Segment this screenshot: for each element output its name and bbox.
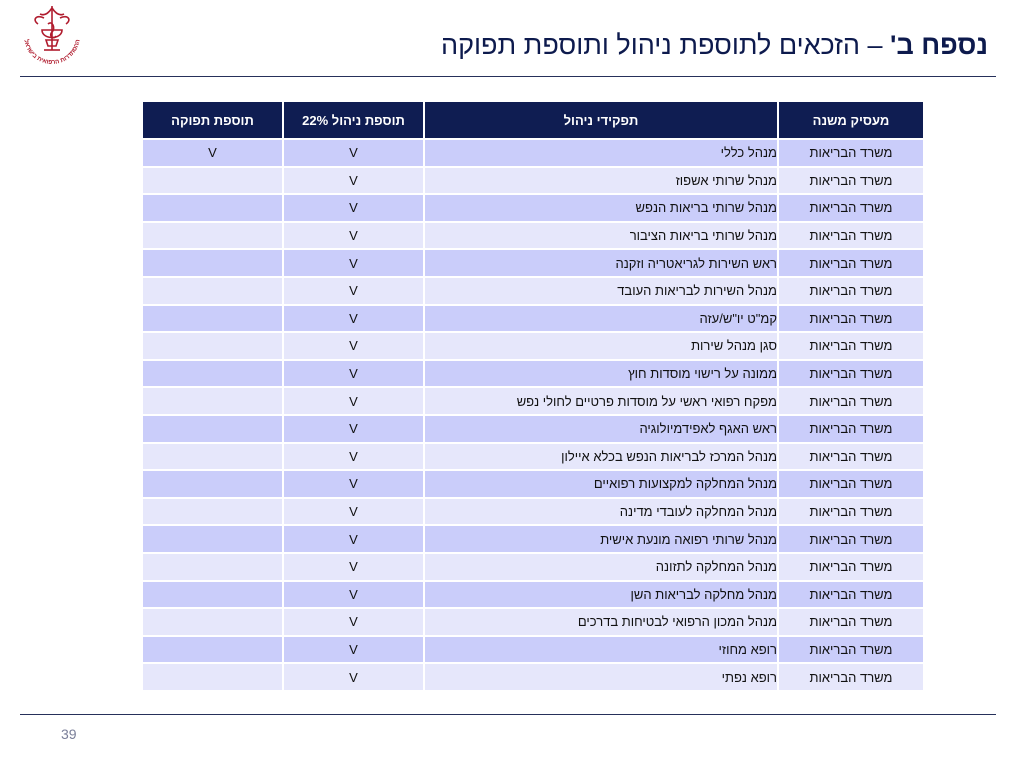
employer-cell: משרד הבריאות — [778, 663, 924, 691]
table-row — [142, 415, 924, 443]
employer-cell: משרד הבריאות — [778, 581, 924, 609]
organization-logo — [14, 0, 90, 76]
output-bonus-cell — [142, 305, 283, 333]
output-bonus-cell — [142, 470, 283, 498]
employer-cell: משרד הבריאות — [778, 525, 924, 553]
eligibility-table — [141, 102, 925, 692]
output-bonus-cell — [142, 332, 283, 360]
employer-cell: משרד הבריאות — [778, 249, 924, 277]
title-rest: – הזכאים לתוספת ניהול ותוספת תפוקה — [440, 30, 891, 60]
employer-cell: משרד הבריאות — [778, 139, 924, 167]
title-bold: נספח ב' — [890, 30, 988, 60]
management-bonus-cell: V — [283, 663, 424, 691]
management-bonus-cell: V — [283, 194, 424, 222]
management-bonus-cell: V — [283, 222, 424, 250]
table-row — [142, 663, 924, 691]
management-bonus-cell: V — [283, 277, 424, 305]
header-divider — [20, 76, 996, 77]
footer-divider — [20, 714, 996, 715]
table-row — [142, 332, 924, 360]
employer-cell: משרד הבריאות — [778, 277, 924, 305]
output-bonus-cell — [142, 387, 283, 415]
table-body — [142, 139, 924, 691]
table-row — [142, 387, 924, 415]
table-row — [142, 525, 924, 553]
table-row — [142, 277, 924, 305]
employer-cell: משרד הבריאות — [778, 553, 924, 581]
output-bonus-cell — [142, 636, 283, 664]
role-cell: מנהל המכון הרפואי לבטיחות בדרכים — [424, 608, 778, 636]
table-header-row — [142, 102, 924, 139]
management-bonus-cell: V — [283, 387, 424, 415]
table-row — [142, 553, 924, 581]
employer-cell: משרד הבריאות — [778, 608, 924, 636]
table-row — [142, 139, 924, 167]
role-cell: מנהל שרותי בריאות הציבור — [424, 222, 778, 250]
employer-cell: משרד הבריאות — [778, 387, 924, 415]
employer-cell: משרד הבריאות — [778, 194, 924, 222]
management-bonus-cell: V — [283, 636, 424, 664]
employer-cell: משרד הבריאות — [778, 332, 924, 360]
column-header-management-bonus: תוספת ניהול 22% — [283, 102, 424, 139]
table-row — [142, 167, 924, 195]
management-bonus-cell: V — [283, 139, 424, 167]
management-bonus-cell: V — [283, 360, 424, 388]
role-cell: מנהל המרכז לבריאות הנפש בכלא איילון — [424, 443, 778, 471]
role-cell: קמ"ט יו"ש/עזה — [424, 305, 778, 333]
logo-text: ההסתדרות הרפואית בישראל — [22, 38, 82, 67]
employer-cell: משרד הבריאות — [778, 636, 924, 664]
page-number: 39 — [61, 726, 77, 742]
management-bonus-cell: V — [283, 167, 424, 195]
role-cell: מפקח רפואי ראשי על מוסדות פרטיים לחולי נפש — [424, 387, 778, 415]
output-bonus-cell — [142, 525, 283, 553]
role-cell: מנהל השירות לבריאות העובד — [424, 277, 778, 305]
output-bonus-cell: V — [142, 139, 283, 167]
output-bonus-cell — [142, 360, 283, 388]
output-bonus-cell — [142, 498, 283, 526]
output-bonus-cell — [142, 663, 283, 691]
column-header-role: תפקידי ניהול — [424, 102, 778, 139]
management-bonus-cell: V — [283, 470, 424, 498]
role-cell: מנהל שרותי רפואה מונעת אישית — [424, 525, 778, 553]
output-bonus-cell — [142, 415, 283, 443]
table-row — [142, 581, 924, 609]
output-bonus-cell — [142, 277, 283, 305]
employer-cell: משרד הבריאות — [778, 443, 924, 471]
management-bonus-cell: V — [283, 415, 424, 443]
role-cell: מנהל המחלקה לעובדי מדינה — [424, 498, 778, 526]
output-bonus-cell — [142, 194, 283, 222]
output-bonus-cell — [142, 553, 283, 581]
role-cell: מנהל המחלקה למקצועות רפואיים — [424, 470, 778, 498]
management-bonus-cell: V — [283, 305, 424, 333]
output-bonus-cell — [142, 581, 283, 609]
table-row — [142, 222, 924, 250]
table-row — [142, 360, 924, 388]
management-bonus-cell: V — [283, 581, 424, 609]
output-bonus-cell — [142, 249, 283, 277]
employer-cell: משרד הבריאות — [778, 305, 924, 333]
role-cell: מנהל מחלקה לבריאות השן — [424, 581, 778, 609]
page-title — [441, 30, 988, 61]
table-row — [142, 498, 924, 526]
role-cell: רופא מחוזי — [424, 636, 778, 664]
employer-cell: משרד הבריאות — [778, 167, 924, 195]
table-row — [142, 249, 924, 277]
role-cell: ראש השירות לגריאטריה וזקנה — [424, 249, 778, 277]
employer-cell: משרד הבריאות — [778, 498, 924, 526]
table-row — [142, 636, 924, 664]
output-bonus-cell — [142, 443, 283, 471]
employer-cell: משרד הבריאות — [778, 470, 924, 498]
table-row — [142, 305, 924, 333]
role-cell: רופא נפתי — [424, 663, 778, 691]
employer-cell: משרד הבריאות — [778, 415, 924, 443]
management-bonus-cell: V — [283, 525, 424, 553]
management-bonus-cell: V — [283, 249, 424, 277]
role-cell: מנהל המחלקה לתזונה — [424, 553, 778, 581]
role-cell: מנהל כללי — [424, 139, 778, 167]
role-cell: סגן מנהל שירות — [424, 332, 778, 360]
column-header-output-bonus: תוספת תפוקה — [142, 102, 283, 139]
output-bonus-cell — [142, 222, 283, 250]
management-bonus-cell: V — [283, 443, 424, 471]
role-cell: מנהל שרותי אשפוז — [424, 167, 778, 195]
management-bonus-cell: V — [283, 332, 424, 360]
column-header-employer: מעסיק משנה — [778, 102, 924, 139]
table-row — [142, 470, 924, 498]
role-cell: ראש האגף לאפידמיולוגיה — [424, 415, 778, 443]
medical-emblem-icon — [14, 0, 90, 76]
role-cell: ממונה על רישוי מוסדות חוץ — [424, 360, 778, 388]
management-bonus-cell: V — [283, 553, 424, 581]
role-cell: מנהל שרותי בריאות הנפש — [424, 194, 778, 222]
management-bonus-cell: V — [283, 498, 424, 526]
management-bonus-cell: V — [283, 608, 424, 636]
output-bonus-cell — [142, 608, 283, 636]
output-bonus-cell — [142, 167, 283, 195]
table-row — [142, 443, 924, 471]
employer-cell: משרד הבריאות — [778, 222, 924, 250]
table-row — [142, 608, 924, 636]
employer-cell: משרד הבריאות — [778, 360, 924, 388]
table-row — [142, 194, 924, 222]
